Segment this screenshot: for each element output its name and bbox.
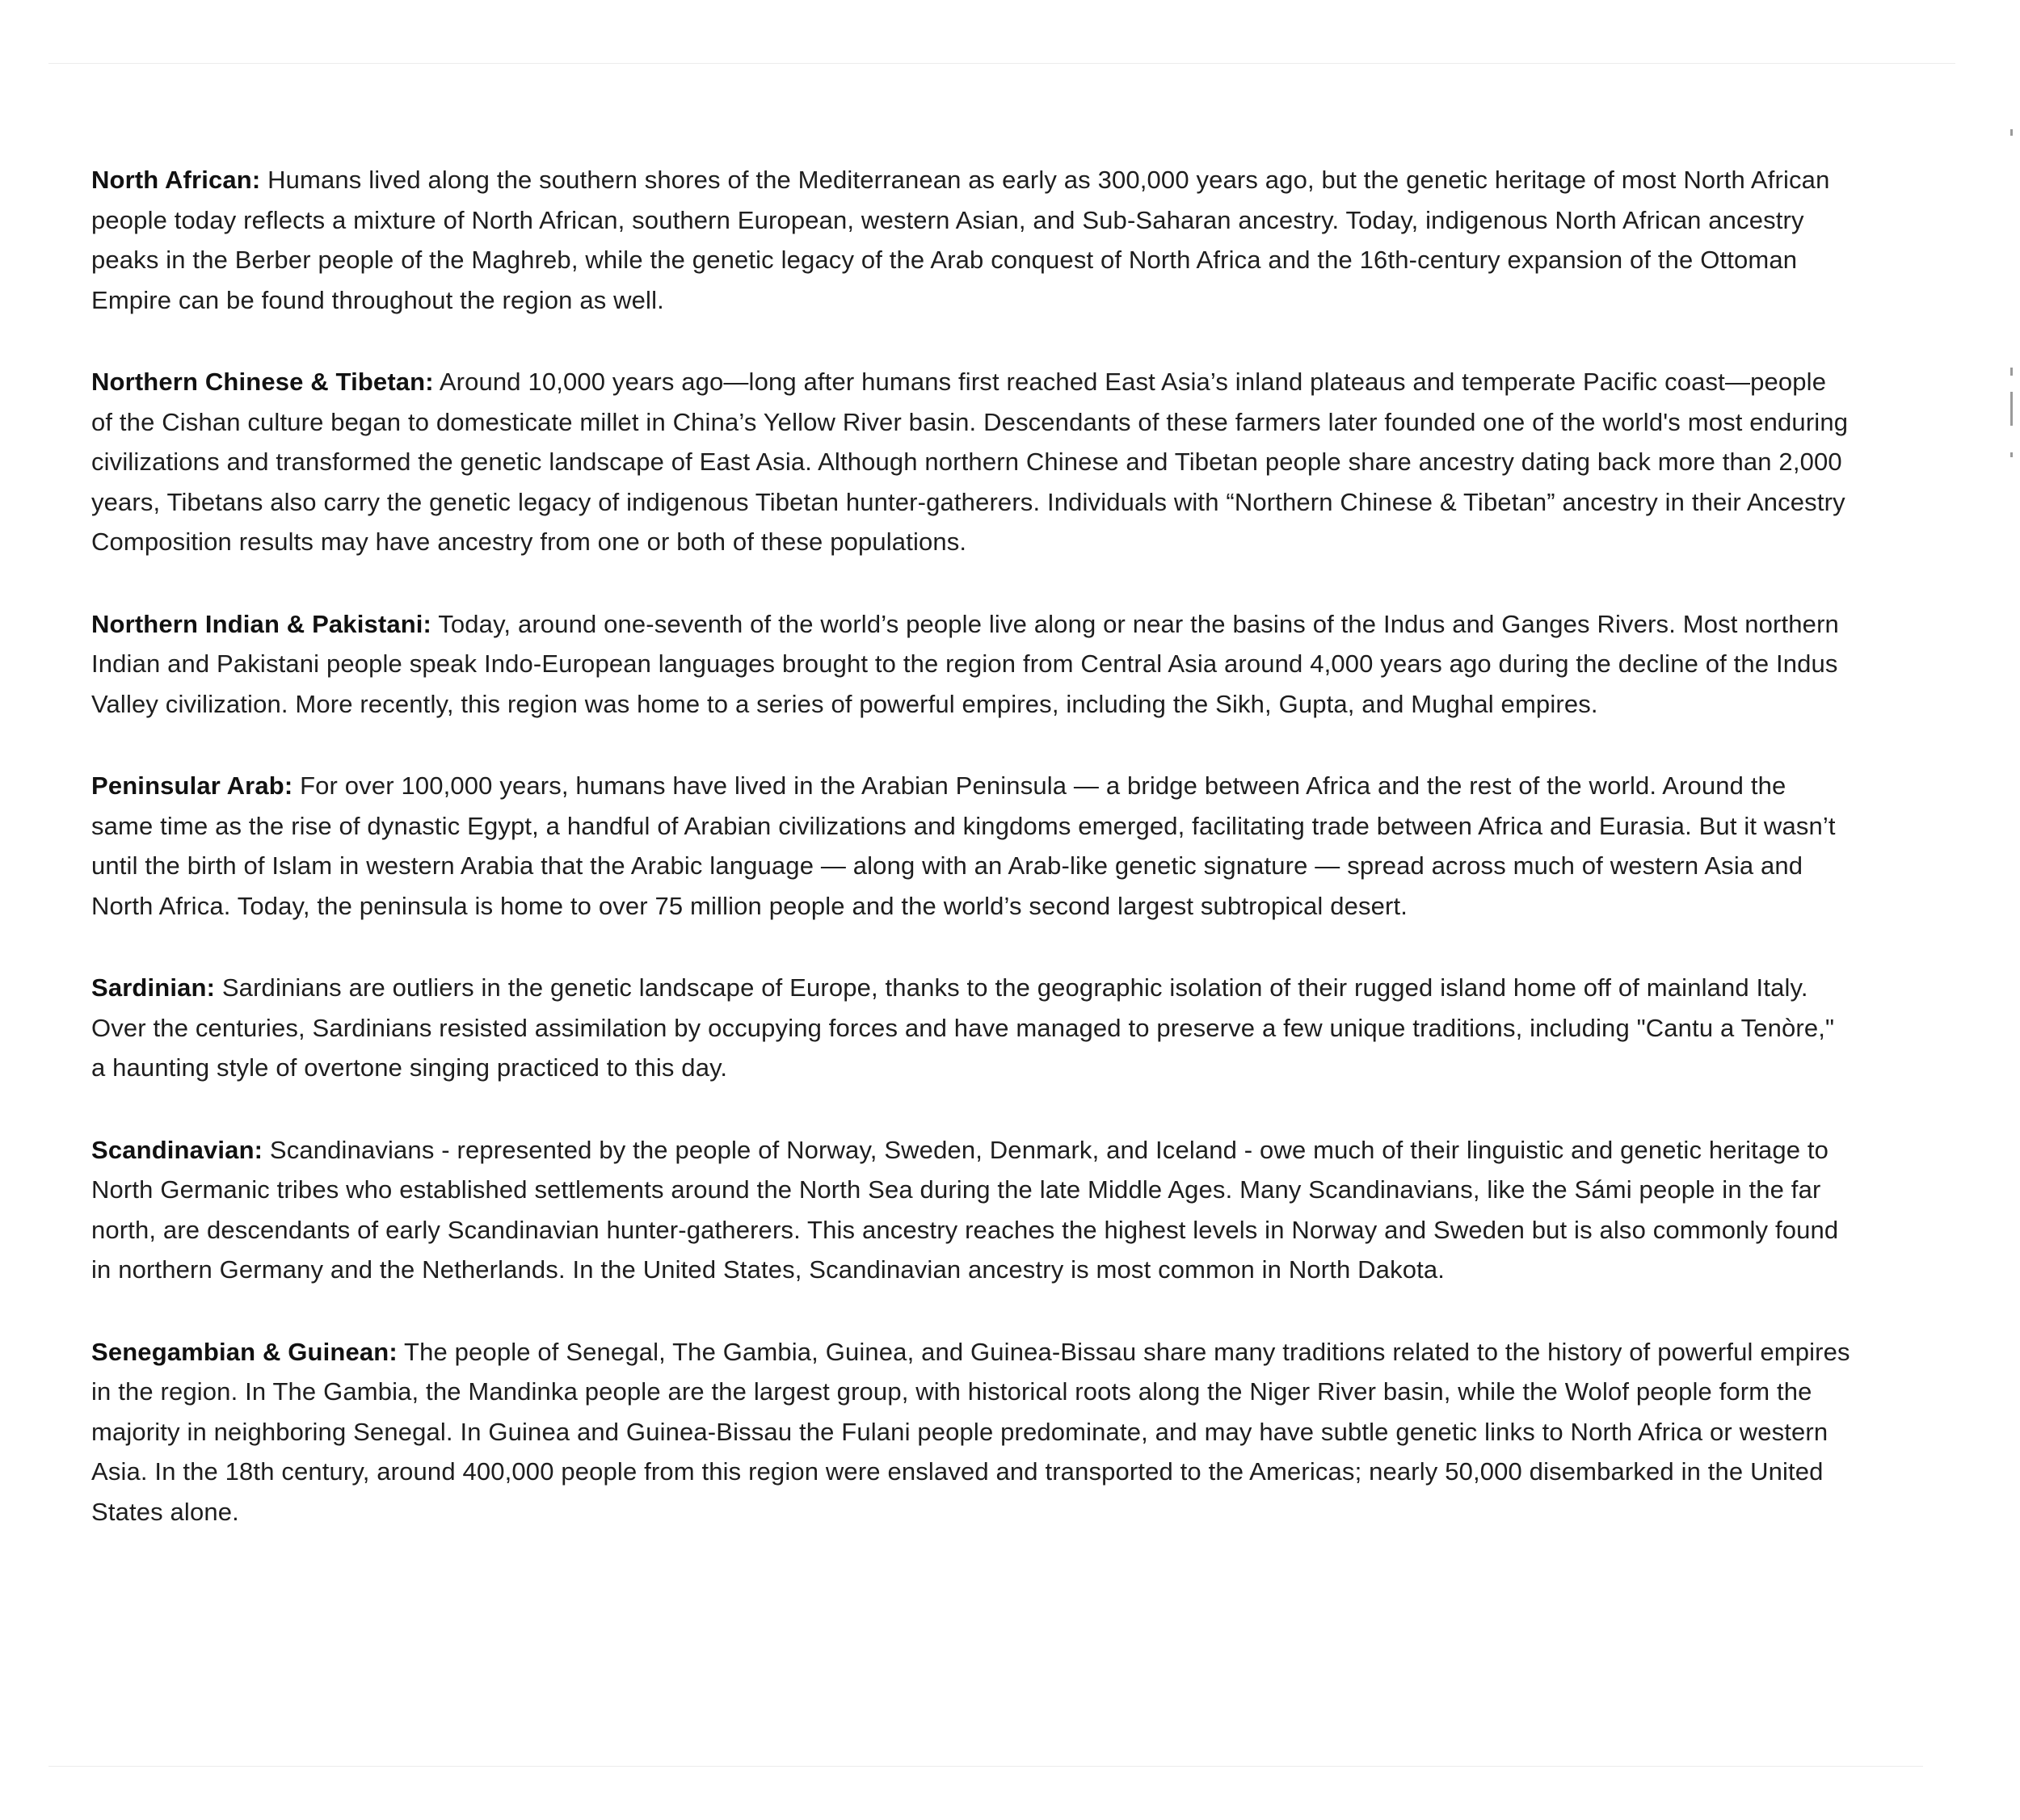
scan-edge-mark bbox=[2010, 368, 2013, 376]
scan-edge-top bbox=[48, 63, 1955, 64]
ancestry-descriptions bbox=[91, 160, 1853, 1574]
ancestry-entry-north-african bbox=[91, 160, 1853, 320]
ancestry-description: Around 10,000 years ago—long after humans first reached East Asia’s inland plateaus and temperate Pacific coast—people of the Cishan culture began to domesticate millet in China’s Yellow River basin. Descendants of these farmers later founded one of the world's most enduring civilizations and transformed the genetic landscape of East Asia. Although northern Chinese and Tibetan people share ancestry dating back more than 2,000 years, Tibetans also carry the genetic legacy of indigenous Tibetan hunter-gatherers. Individuals with “Northern Chinese & Tibetan” ancestry in their Ancestry Composition results may have ancestry from one or both of these populations. bbox=[91, 368, 1849, 556]
ancestry-term: Sardinian: bbox=[91, 973, 216, 1002]
ancestry-description: The people of Senegal, The Gambia, Guinea, and Guinea-Bissau share many traditions related to the history of powerful empires in the region. In The Gambia, the Mandinka people are the largest group, with historical roots along the Niger River basin, while the Wolof people form the majority in neighboring Senegal. In Guinea and Guinea-Bissau the Fulani people predominate, and may have subtle genetic links to North Africa or western Asia. In the 18th century, around 400,000 people from this region were enslaved and transported to the Americas; nearly 50,000 disembarked in the United States alone. bbox=[91, 1337, 1850, 1526]
ancestry-entry-peninsular-arab bbox=[91, 766, 1853, 926]
ancestry-entry-sardinian bbox=[91, 968, 1853, 1088]
scan-edge-mark bbox=[2010, 452, 2013, 457]
ancestry-term: Peninsular Arab: bbox=[91, 771, 293, 800]
ancestry-entry-scandinavian bbox=[91, 1130, 1853, 1290]
ancestry-term: Senegambian & Guinean: bbox=[91, 1337, 398, 1366]
ancestry-entry-northern-indian-pakistani bbox=[91, 604, 1853, 725]
ancestry-term: Northern Indian & Pakistani: bbox=[91, 609, 432, 638]
ancestry-description: For over 100,000 years, humans have lived in the Arabian Peninsula — a bridge between Africa and the rest of the world. Around the same time as the rise of dynastic Egypt, a handful of Arabian civilizations and kingdoms emerged, facilitating trade between Africa and Eurasia. But it wasn’t until the birth of Islam in western Arabia that the Arabic language — along with an Arab-like genetic signature — spread across much of western Asia and North Africa. Today, the peninsula is home to over 75 million people and the world’s second largest subtropical desert. bbox=[91, 771, 1836, 920]
scan-edge-mark bbox=[2010, 129, 2013, 136]
ancestry-term: North African: bbox=[91, 166, 261, 194]
ancestry-entry-northern-chinese-tibetan bbox=[91, 362, 1853, 562]
ancestry-term: Scandinavian: bbox=[91, 1135, 263, 1164]
ancestry-description: Today, around one-seventh of the world’s people live along or near the basins of the Indus and Ganges Rivers. Most northern Indian and Pakistani people speak Indo-European languages brought to the region from Central Asia around 4,000 years ago during the decline of the Indus Valley civilization. More recently, this region was home to a series of powerful empires, including the Sikh, Gupta, and Mughal empires. bbox=[91, 609, 1839, 718]
ancestry-term: Northern Chinese & Tibetan: bbox=[91, 368, 434, 396]
ancestry-description: Humans lived along the southern shores of the Mediterranean as early as 300,000 years ago, but the genetic heritage of most North African people today reflects a mixture of North African, southern European, western Asian, and Sub-Saharan ancestry. Today, indigenous North African ancestry peaks in the Berber people of the Maghreb, while the genetic legacy of the Arab conquest of North Africa and the 16th-century expansion of the Ottoman Empire can be found throughout the region as well. bbox=[91, 166, 1830, 314]
scan-edge-mark bbox=[2010, 392, 2013, 426]
ancestry-description: Sardinians are outliers in the genetic landscape of Europe, thanks to the geographic isolation of their rugged island home off of mainland Italy. Over the centuries, Sardinians resisted assimilation by occupying forces and have managed to preserve a few unique traditions, including "Cantu a Tenòre," a haunting style of overtone singing practiced to this day. bbox=[91, 973, 1835, 1082]
ancestry-description: Scandinavians - represented by the people of Norway, Sweden, Denmark, and Iceland - owe much of their linguistic and genetic heritage to North Germanic tribes who established settlements around the North Sea during the late Middle Ages. Many Scandinavians, like the Sámi people in the far north, are descendants of early Scandinavian hunter-gatherers. This ancestry reaches the highest levels in Norway and Sweden but is also commonly found in northern Germany and the Netherlands. In the United States, Scandinavian ancestry is most common in North Dakota. bbox=[91, 1135, 1839, 1284]
scan-edge-bottom bbox=[48, 1766, 1923, 1767]
ancestry-entry-senegambian-guinean bbox=[91, 1332, 1853, 1532]
